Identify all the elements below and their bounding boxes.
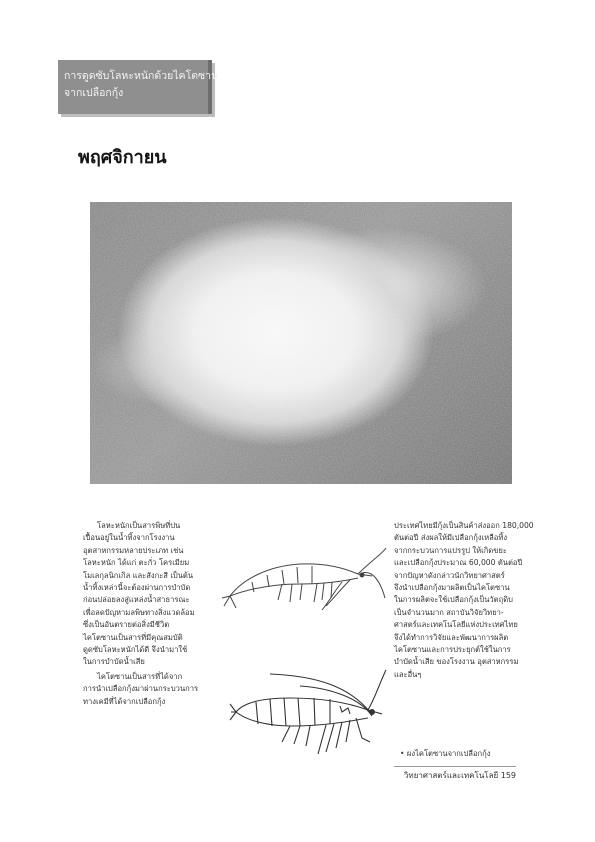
text-line: เป็นจำนวนมาก สถาบันวิจัยวิทยา- bbox=[394, 607, 504, 617]
text-line: ซึ่งเป็นอันตรายต่อสิ่งมีชีวิต bbox=[83, 620, 170, 630]
text-line: ตันต่อปี ส่งผลให้มีเปลือกกุ้งเหลือทิ้ง bbox=[394, 533, 508, 543]
text-line: บำบัดน้ำเสีย ของโรงงาน อุตสาหกรรม bbox=[394, 657, 519, 667]
photo-caption: • ผงไคโตซานจากเปลือกกุ้ง bbox=[400, 749, 491, 758]
text-line: ก่อนปล่อยลงสู่แหล่งน้ำสาธารณะ bbox=[83, 595, 190, 605]
text-line: จึงได้ทำการวิจัยและพัฒนาการผลิต bbox=[394, 632, 509, 642]
page-title: พฤศจิกายน bbox=[78, 147, 167, 168]
text-line: ไคโตซานเป็นสารที่มีคุณสมบัติ bbox=[83, 632, 183, 642]
text-line: ไคโตซานเป็นสารที่ได้จาก bbox=[97, 671, 183, 681]
header-text bbox=[64, 68, 219, 102]
page-footer: วิทยาศาสตร์และเทคโนโลยี 159 bbox=[394, 766, 516, 782]
text-line: อุตสาหกรรมหลายประเภท เช่น bbox=[83, 545, 184, 555]
text-line: และอื่นๆ bbox=[394, 669, 422, 679]
text-line: จึงนำเปลือกกุ้งมาผลิตเป็นไคโตซาน bbox=[394, 583, 510, 593]
text-line: ในการบำบัดน้ำเสีย bbox=[83, 657, 145, 667]
text-line: ศาสตร์และเทคโนโลยีแห่งประเทศไทย bbox=[394, 620, 518, 630]
photo-texture bbox=[90, 202, 512, 484]
text-line: ดูดซับโลหะหนักได้ดี จึงนำมาใช้ bbox=[83, 645, 188, 655]
text-line: การนำเปลือกกุ้งมาผ่านกระบวนการ bbox=[83, 684, 199, 694]
text-line: ทางเคมีที่ได้จากเปลือกกุ้ง bbox=[83, 696, 166, 706]
text-line: และเปลือกกุ้งประมาณ 60,000 ตันต่อปี bbox=[394, 558, 523, 568]
left-text-column bbox=[83, 520, 201, 708]
shrimp-illustration-top bbox=[222, 540, 387, 618]
text-line: เพื่อลดปัญหามลพิษทางสิ่งแวดล้อม bbox=[83, 607, 195, 617]
text-line: ในการผลิตจะใช้เปลือกกุ้งเป็นวัตถุดิบ bbox=[394, 595, 513, 605]
text-line: เปื้อนอยู่ในน้ำทิ้งจากโรงงาน bbox=[83, 533, 175, 543]
text-line: น้ำทิ้งเหล่านี้จะต้องผ่านการบำบัด bbox=[83, 583, 191, 593]
text-line: ไคโตซานและการประยุกต์ใช้ในการ bbox=[394, 645, 511, 655]
text-line: จากปัญหาดังกล่าวนักวิทยาศาสตร์ bbox=[394, 570, 505, 580]
text-line: ประเทศไทยมีกุ้งเป็นสินค้าส่งออก 180,000 bbox=[394, 521, 534, 530]
header-banner bbox=[58, 60, 219, 114]
text-line: จากกระบวนการแปรรูป ให้เกิดขยะ bbox=[394, 545, 507, 555]
header-line-1: การดูดซับโลหะหนักด้วยไคโตซาน bbox=[64, 70, 219, 82]
text-line: โลหะหนัก ได้แก่ ตะกั่ว โครเมียม bbox=[83, 558, 190, 568]
text-line: โลหะหนักเป็นสารพิษที่ปน bbox=[97, 521, 181, 530]
chitosan-powder-photo bbox=[90, 202, 512, 484]
text-line: โมเลกุลนิกเกิล และสังกะสี เป็นต้น bbox=[83, 570, 194, 580]
shrimp-illustration-bottom bbox=[230, 668, 390, 760]
right-text-column bbox=[394, 520, 534, 681]
header-line-2: จากเปลือกกุ้ง bbox=[64, 87, 124, 99]
